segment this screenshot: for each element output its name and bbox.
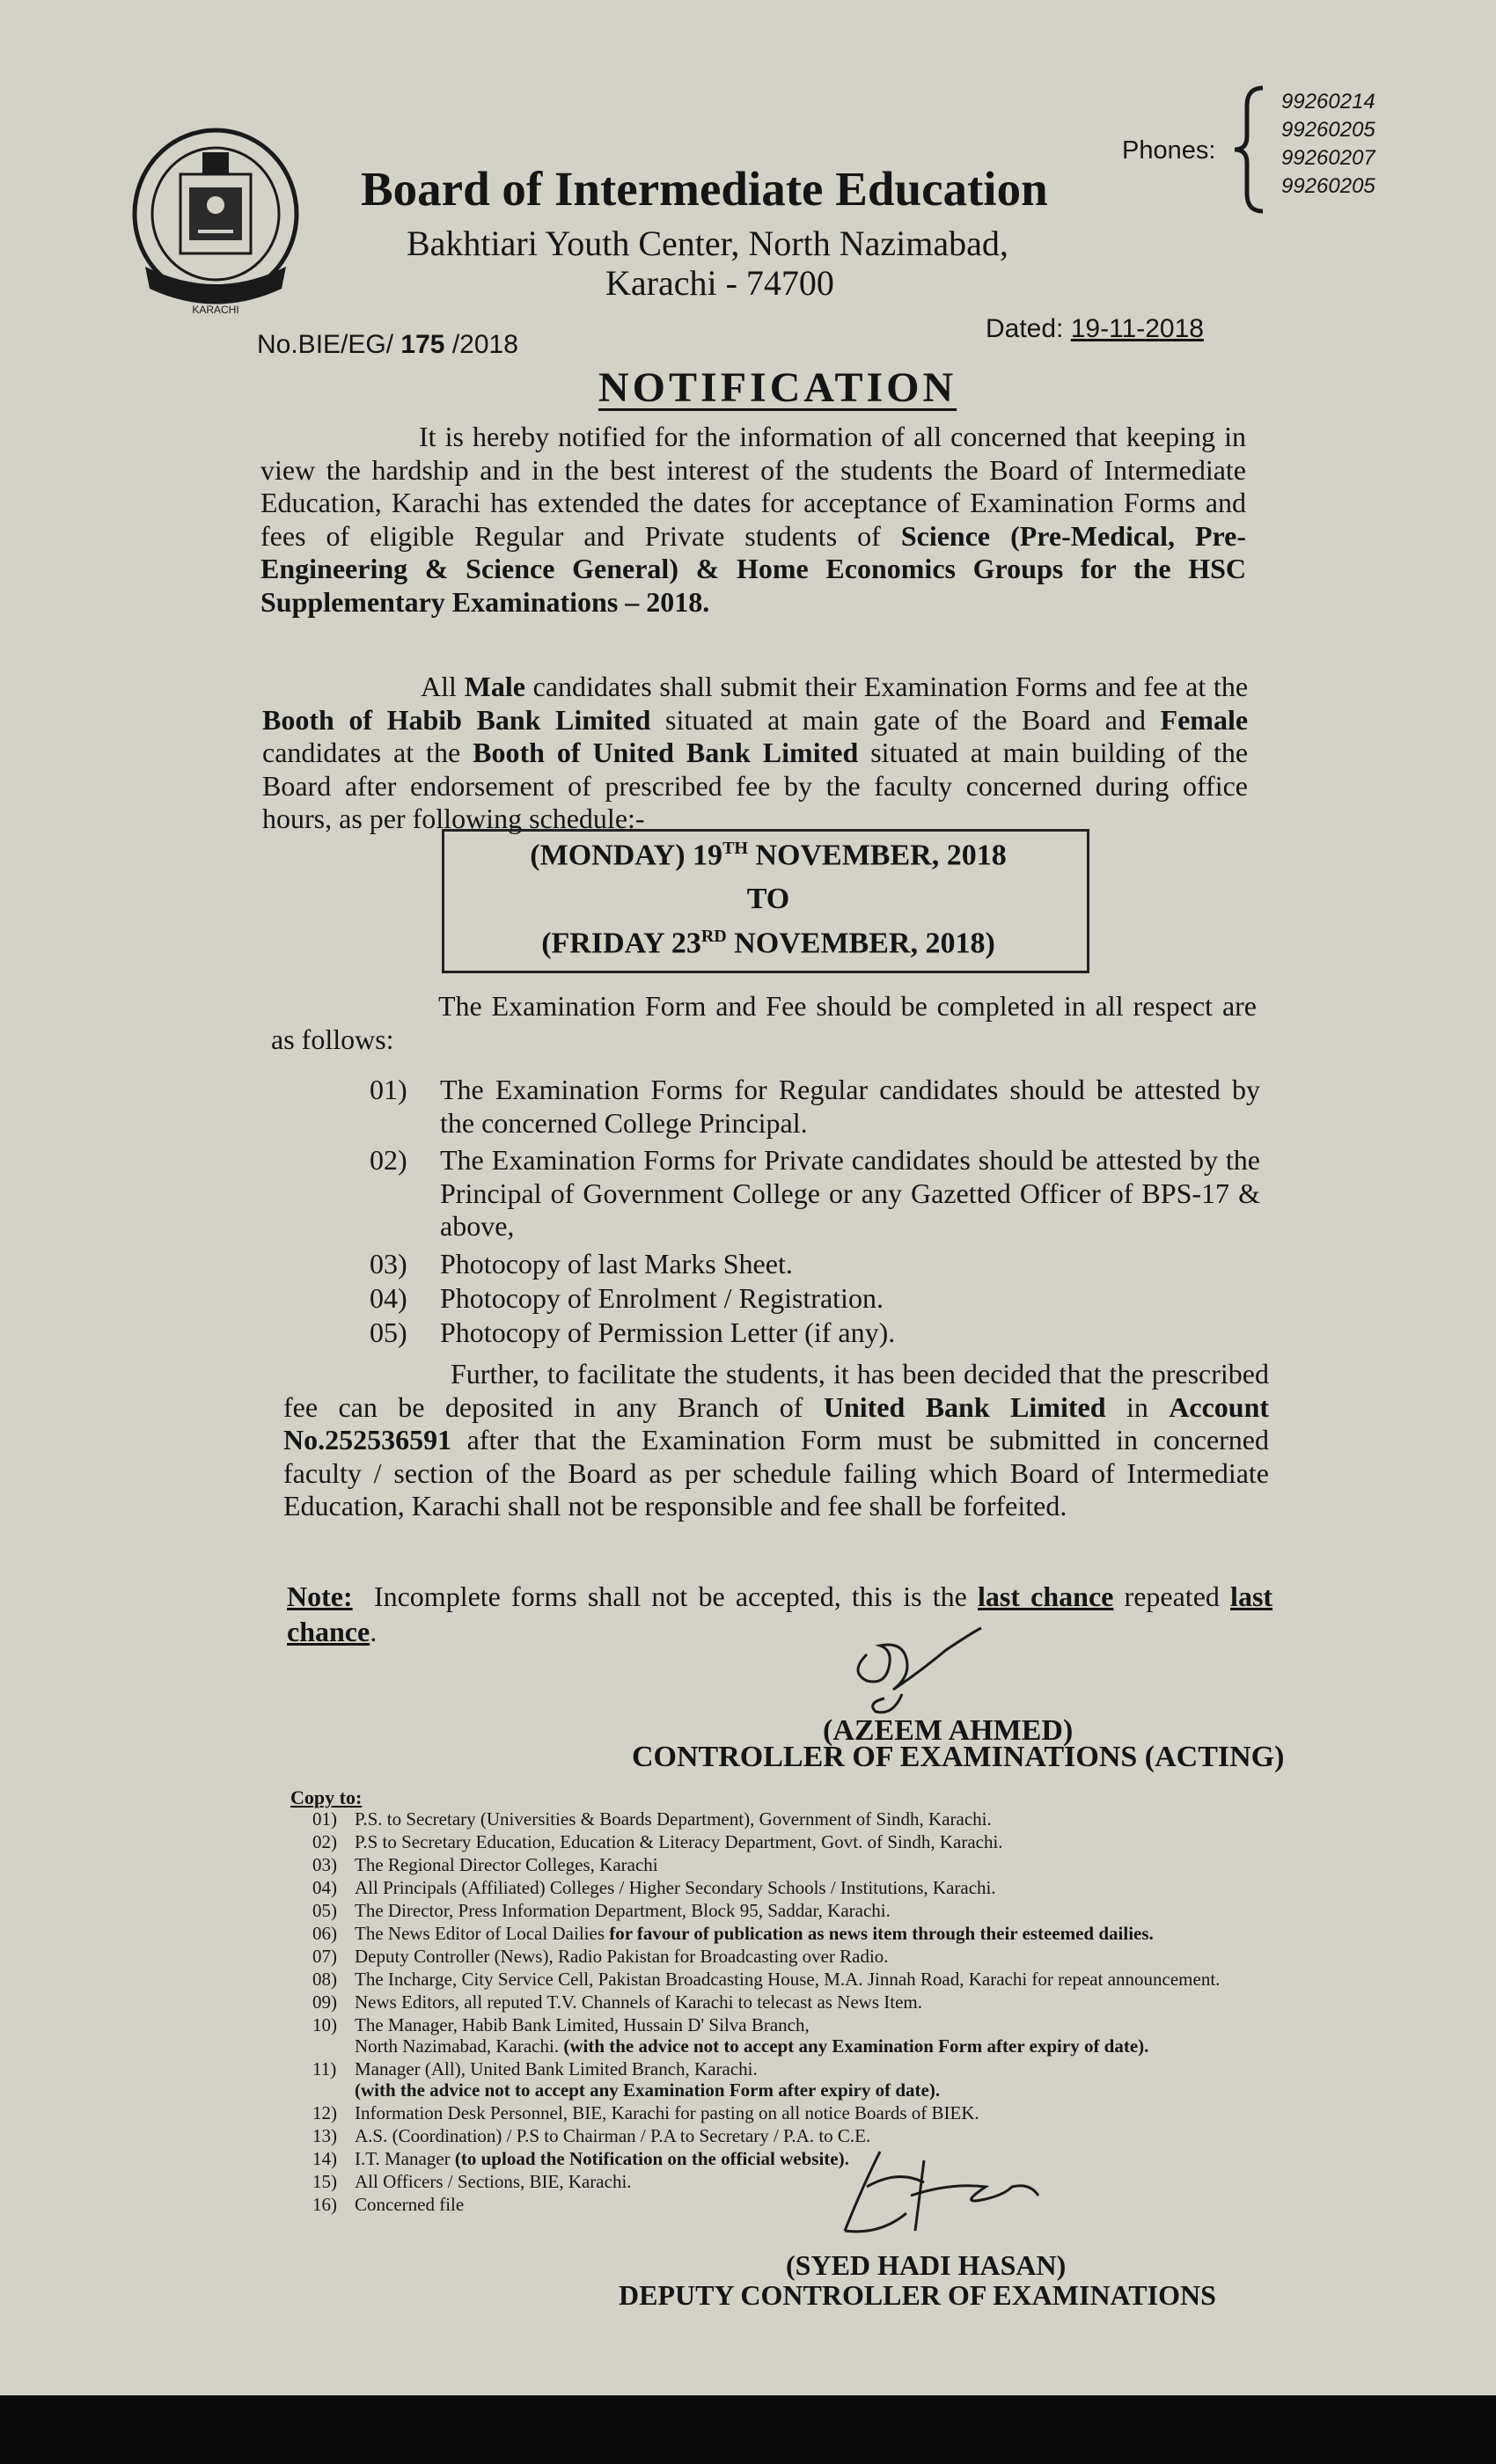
- copy-to-heading: Copy to:: [290, 1786, 363, 1808]
- list-item: 11) Manager (All), United Bank Limited Branch, Karachi.: [312, 2058, 758, 2079]
- list-item: 05) The Director, Press Information Department, Block 95, Saddar, Karachi.: [312, 1900, 891, 1921]
- list-item: 05) Photocopy of Permission Letter (if any).: [370, 1316, 896, 1348]
- list-item: 03) Photocopy of last Marks Sheet.: [370, 1248, 793, 1280]
- brace-icon: [1228, 84, 1272, 216]
- signatory-1-name: (AZEEM AHMED): [823, 1714, 1074, 1747]
- date-line: [986, 314, 1204, 344]
- svg-text:KARACHI: KARACHI: [192, 304, 239, 316]
- scan-border: [0, 2395, 1496, 2464]
- ref-prefix: No.BIE/EG/: [257, 330, 394, 359]
- reference-number: [257, 330, 518, 360]
- address-line-1: Bakhtiari Youth Center, North Nazimabad,: [407, 224, 1008, 263]
- list-item: 07) Deputy Controller (News), Radio Pakistan for Broadcasting over Radio.: [312, 1946, 889, 1967]
- notification-heading: NOTIFICATION: [598, 364, 957, 411]
- note-label: Note:: [287, 1580, 353, 1612]
- schedule-to: TO: [746, 883, 790, 915]
- list-item: (with the advice not to accept any Examination Form after expiry of date).: [355, 2079, 941, 2101]
- list-item: 10) The Manager, Habib Bank Limited, Hussain D' Silva Branch,: [312, 2014, 810, 2035]
- signatory-1-title: CONTROLLER OF EXAMINATIONS (ACTING): [632, 1741, 1285, 1773]
- list-item: 14) I.T. Manager (to upload the Notification on the official website).: [312, 2148, 849, 2169]
- list-item: 03) The Regional Director Colleges, Karachi: [312, 1854, 658, 1875]
- phone-number: 99260205: [1281, 118, 1375, 142]
- list-item: 13) A.S. (Coordination) / P.S to Chairman / P.A to Secretary / P.A. to C.E.: [312, 2125, 871, 2146]
- list-item: 15) All Officers / Sections, BIE, Karachi.: [312, 2171, 632, 2192]
- schedule-start: (MONDAY) 19TH NOVEMBER, 2018: [530, 839, 1007, 872]
- list-item: North Nazimabad, Karachi. (with the advice not to accept any Examination Form after expiry of date).: [355, 2035, 1149, 2057]
- list-item: 04) Photocopy of Enrolment / Registration.: [370, 1282, 884, 1314]
- list-item: 01) P.S. to Secretary (Universities & Boards Department), Government of Sindh, Karachi.: [312, 1808, 992, 1830]
- ref-suffix: /2018: [451, 330, 518, 359]
- list-item: 04) All Principals (Affiliated) Colleges / Higher Secondary Schools / Institutions, Karachi.: [312, 1877, 996, 1898]
- phone-number: 99260214: [1281, 90, 1375, 114]
- list-item: 02) P.S to Secretary Education, Education & Literacy Department, Govt. of Sindh, Karachi.: [312, 1831, 1003, 1852]
- signature-controller: [840, 1619, 999, 1725]
- list-item: 09) News Editors, all reputed T.V. Channels of Karachi to telecast as News Item.: [312, 1991, 922, 2013]
- ref-number: 175: [400, 330, 445, 359]
- list-item: 01) The Examination Forms for Regular candidates should be attested by the concerned College Principal.: [370, 1074, 1260, 1139]
- phone-number: 99260207: [1281, 146, 1375, 170]
- phones-label: Phones:: [1122, 136, 1216, 165]
- paragraph-submission: All Male candidates shall submit their Examination Forms and fee at the Booth of Habib Bank Limited situated at main gate of the Board and Female candidates at the Booth of United Bank Limited situated at main building of the Board after endorsement of prescribed fee by the faculty concerned during office hours, as per following schedule:-: [262, 671, 1249, 834]
- list-item: 16) Concerned file: [312, 2194, 465, 2215]
- date-label: Dated:: [986, 314, 1064, 343]
- signature-deputy-controller: [827, 2134, 1047, 2248]
- signatory-2-title: DEPUTY CONTROLLER OF EXAMINATIONS: [619, 2279, 1216, 2311]
- paragraph-intro: It is hereby notified for the information of all concerned that keeping in view the hardship and in the best interest of the students the Board of Intermediate Education, Karachi has extended the dates for acceptance of Examination Forms and fees of eligible Regular and Private students of Science (Pre-Medical, Pre-Engineering & Science General) & Home Economics Groups for the HSC Supplementary Examinations – 2018.: [260, 421, 1247, 618]
- phone-numbers: [1281, 88, 1375, 201]
- phone-number: 99260205: [1281, 174, 1375, 198]
- board-seal-logo: [128, 121, 304, 319]
- schedule-end: (FRIDAY 23RD NOVEMBER, 2018): [541, 927, 995, 960]
- list-item: 06) The News Editor of Local Dailies for favour of publication as news item through their esteemed dailies.: [312, 1923, 1154, 1944]
- signatory-2-name: (SYED HADI HASAN): [786, 2249, 1067, 2281]
- schedule-box: [442, 829, 1089, 973]
- note: Note: Incomplete forms shall not be accepted, this is the last chance repeated last chance.: [287, 1580, 1273, 1647]
- paragraph-requirements-intro: The Examination Form and Fee should be completed in all respect are as follows:: [271, 990, 1257, 1055]
- address-line-2: Karachi - 74700: [605, 263, 834, 303]
- list-item: 12) Information Desk Personnel, BIE, Karachi for pasting on all notice Boards of BIEK.: [312, 2102, 979, 2123]
- list-item: 02) The Examination Forms for Private candidates should be attested by the Principal of Government College or any Gazetted Officer of BPS-17 & above,: [370, 1144, 1260, 1242]
- date-value: 19-11-2018: [1070, 314, 1204, 343]
- list-item: 08) The Incharge, City Service Cell, Pakistan Broadcasting House, M.A. Jinnah Road, Karachi for repeat announcement.: [312, 1969, 1221, 1990]
- paragraph-fee-deposit: Further, to facilitate the students, it has been decided that the prescribed fee can be deposited in any Branch of United Bank Limited in Account No.252536591 after that the Examination Form must be submitted in concerned faculty / section of the Board as per schedule failing which Board of Intermediate Education, Karachi shall not be responsible and fee shall be forfeited.: [283, 1358, 1270, 1522]
- org-title: Board of Intermediate Education: [361, 162, 1048, 216]
